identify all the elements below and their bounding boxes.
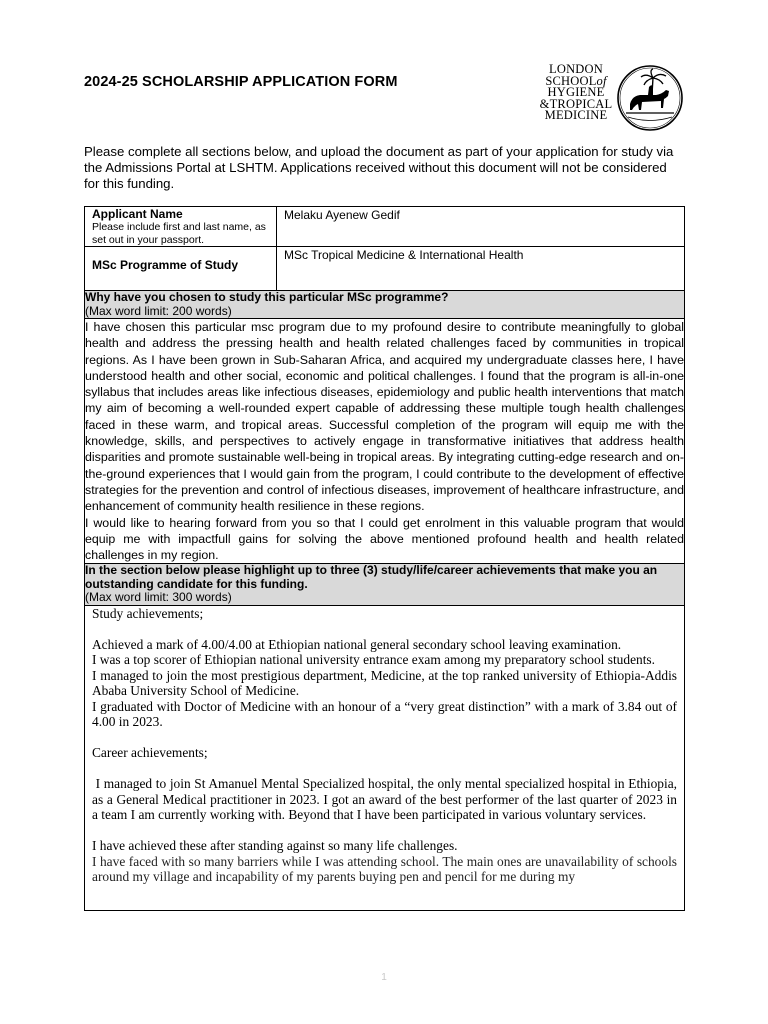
programme-label-cell bbox=[85, 247, 277, 291]
logo-wordmark: LONDON SCHOOLof HYGIENE &TROPICAL MEDICINE bbox=[539, 62, 613, 123]
applicant-name-value[interactable]: Melaku Ayenew Gedif bbox=[284, 208, 400, 222]
applicant-name-label-cell bbox=[85, 207, 277, 247]
q2-header bbox=[85, 564, 685, 606]
programme-row bbox=[85, 247, 685, 291]
lshtm-logo bbox=[536, 64, 686, 134]
form-title: 2024-25 SCHOLARSHIP APPLICATION FORM bbox=[84, 74, 398, 90]
q2-question: In the section below please highlight up to three (3) study/life/career achievements that make you an outstanding candidate for this funding. bbox=[85, 563, 658, 591]
life-line-2[interactable]: I have faced with so many barriers while I was attending school. The main ones are unavailability of schools around my village and incapability of my parents buying pen and pencil for me during my bbox=[92, 853, 677, 885]
q2-header-row bbox=[85, 564, 685, 606]
applicant-name-row bbox=[85, 207, 685, 247]
q1-question: Why have you chosen to study this particular MSc programme? bbox=[85, 290, 449, 304]
q1-header bbox=[85, 291, 685, 319]
programme-label: MSc Programme of Study bbox=[92, 258, 239, 272]
q2-answer-cell[interactable] bbox=[85, 605, 685, 910]
q1-answer-row bbox=[85, 319, 685, 564]
seal-icon bbox=[616, 64, 684, 132]
q1-answer-paragraph-2[interactable]: I would like to hearing forward from you so that I could get enrolment in this valuable program that would equip me with impactfull gains for solving the above mentioned profound health and health related challenges in my region. bbox=[85, 515, 684, 563]
study-item[interactable]: I managed to join the most prestigious department, Medicine, at the top ranked university of Ethiopia-Addis Ababa University School of Medicine. bbox=[92, 667, 677, 699]
life-line-1[interactable]: I have achieved these after standing against so many life challenges. bbox=[92, 838, 458, 854]
applicant-name-label: Applicant Name bbox=[92, 207, 183, 221]
application-table bbox=[84, 206, 685, 911]
applicant-name-value-cell[interactable] bbox=[277, 207, 685, 247]
intro-paragraph: Please complete all sections below, and upload the document as part of your application for study via the Admissions Portal at LSHTM. Applications received without this document will not be considered for this funding. bbox=[84, 144, 674, 191]
study-item[interactable]: I graduated with Doctor of Medicine with an honour of a “very great distinction” with a mark of 3.84 out of 4.00 in 2023. bbox=[92, 698, 677, 730]
q2-answer[interactable] bbox=[85, 606, 684, 910]
applicant-name-hint: Please include first and last name, as set out in your passport. bbox=[92, 221, 266, 246]
study-item[interactable]: I was a top scorer of Ethiopian national university entrance exam among my preparatory school students. bbox=[92, 652, 655, 668]
q1-word-limit: (Max word limit: 200 words) bbox=[85, 303, 232, 318]
study-item[interactable]: Achieved a mark of 4.00/4.00 at Ethiopian national general secondary school leaving examination. bbox=[92, 636, 622, 652]
programme-value-cell[interactable] bbox=[277, 247, 685, 291]
programme-value[interactable]: MSc Tropical Medicine & International Health bbox=[284, 248, 524, 262]
q1-answer-paragraph-1[interactable]: I have chosen this particular msc program due to my profound desire to contribute meaningfully to global health and address the pressing health and health related challenges faced by communities in tropical regions. As I have been grown in Sub-Saharan Africa, and acquired my undergraduate classes here, I have understood health and other social, economic and political challenges. I found that the program is all-in-one syllabus that includes areas like infectious diseases, epidemiology and public health interventions that match my aim of becoming a well-rounded expert capable of addressing these multiple tough health challenges faced in these warm, and tropical areas. Successful completion of the program will equip me with the knowledge, skills, and perspectives to actively engage in transformative initiatives that address health disparities and promote sustainable well-being in tropical areas. By integrating cutting-edge research and on-the-ground experiences that I would gain from the program, I could contribute to the development of effective strategies for the prevention and control of infectious diseases, improvement of healthcare infrastructure, and enhancement of community health resilience in these regions. bbox=[85, 320, 684, 514]
q1-header-row bbox=[85, 291, 685, 319]
page-number: 1 bbox=[381, 972, 387, 983]
q2-word-limit: (Max word limit: 300 words) bbox=[85, 590, 232, 605]
study-heading[interactable]: Study achievements; bbox=[92, 605, 204, 621]
career-text[interactable]: I managed to join St Amanuel Mental Specialized hospital, the only mental specialized hospital in Ethiopia, as a General Medical practitioner in 2023. I got an award of the best performer of the last quarter of 2023 in a team I am currently working with. Beyond that I have been participated in various voluntary services. bbox=[92, 776, 681, 823]
career-heading[interactable]: Career achievements; bbox=[92, 745, 208, 761]
q2-answer-row bbox=[85, 605, 685, 910]
q1-answer[interactable] bbox=[85, 319, 685, 564]
